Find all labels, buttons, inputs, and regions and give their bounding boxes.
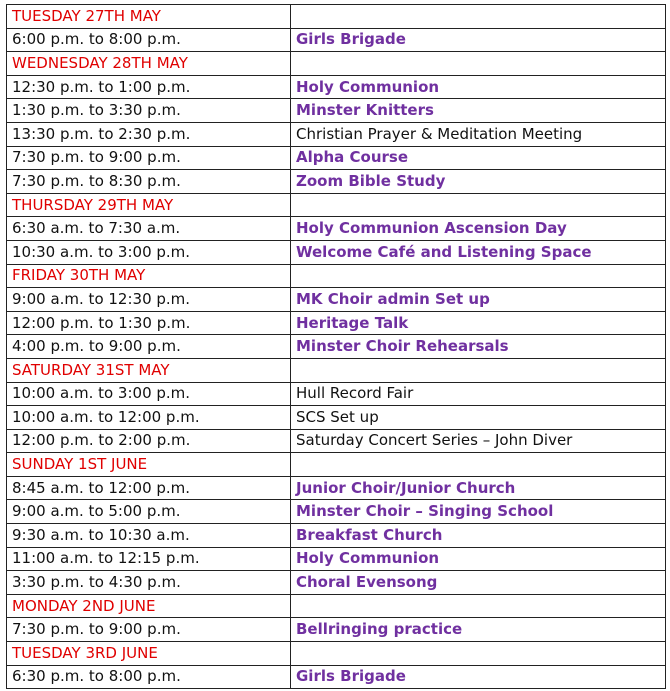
day-header-row bbox=[7, 264, 666, 288]
time-cell: 3:30 p.m. to 4:30 p.m. bbox=[7, 571, 291, 595]
event-cell: Christian Prayer & Meditation Meeting bbox=[291, 122, 666, 146]
time-cell: 12:00 p.m. to 1:30 p.m. bbox=[7, 311, 291, 335]
schedule-container bbox=[6, 4, 666, 689]
time-cell: 7:30 p.m. to 9:00 p.m. bbox=[7, 618, 291, 642]
table-row bbox=[7, 146, 666, 170]
event-cell: Saturday Concert Series – John Diver bbox=[291, 429, 666, 453]
day-heading: SUNDAY 1ST JUNE bbox=[7, 453, 291, 477]
event-cell: Alpha Course bbox=[291, 146, 666, 170]
time-cell: 7:30 p.m. to 9:00 p.m. bbox=[7, 146, 291, 170]
table-row bbox=[7, 524, 666, 548]
table-row bbox=[7, 170, 666, 194]
table-row bbox=[7, 240, 666, 264]
day-header-row bbox=[7, 358, 666, 382]
table-row bbox=[7, 75, 666, 99]
time-cell: 6:30 a.m. to 7:30 a.m. bbox=[7, 217, 291, 241]
day-header-row bbox=[7, 193, 666, 217]
event-cell: Girls Brigade bbox=[291, 28, 666, 52]
table-row bbox=[7, 500, 666, 524]
event-cell: SCS Set up bbox=[291, 406, 666, 430]
time-cell: 9:30 a.m. to 10:30 a.m. bbox=[7, 524, 291, 548]
table-row bbox=[7, 99, 666, 123]
day-header-row bbox=[7, 52, 666, 76]
time-cell: 13:30 p.m. to 2:30 p.m. bbox=[7, 122, 291, 146]
event-cell: Heritage Talk bbox=[291, 311, 666, 335]
event-cell bbox=[291, 52, 666, 76]
event-cell: Choral Evensong bbox=[291, 571, 666, 595]
event-cell: Welcome Café and Listening Space bbox=[291, 240, 666, 264]
day-header-row bbox=[7, 594, 666, 618]
event-cell: Holy Communion Ascension Day bbox=[291, 217, 666, 241]
time-cell: 7:30 p.m. to 8:30 p.m. bbox=[7, 170, 291, 194]
table-row bbox=[7, 476, 666, 500]
day-heading: FRIDAY 30TH MAY bbox=[7, 264, 291, 288]
table-row bbox=[7, 28, 666, 52]
day-heading: MONDAY 2ND JUNE bbox=[7, 594, 291, 618]
table-row bbox=[7, 406, 666, 430]
day-heading: THURSDAY 29TH MAY bbox=[7, 193, 291, 217]
event-cell bbox=[291, 264, 666, 288]
time-cell: 6:30 p.m. to 8:00 p.m. bbox=[7, 665, 291, 689]
time-cell: 9:00 a.m. to 5:00 p.m. bbox=[7, 500, 291, 524]
time-cell: 10:30 a.m. to 3:00 p.m. bbox=[7, 240, 291, 264]
day-heading: SATURDAY 31ST MAY bbox=[7, 358, 291, 382]
event-cell: Hull Record Fair bbox=[291, 382, 666, 406]
event-cell: Zoom Bible Study bbox=[291, 170, 666, 194]
time-cell: 12:30 p.m. to 1:00 p.m. bbox=[7, 75, 291, 99]
event-cell bbox=[291, 453, 666, 477]
event-cell: MK Choir admin Set up bbox=[291, 288, 666, 312]
time-cell: 8:45 a.m. to 12:00 p.m. bbox=[7, 476, 291, 500]
table-row bbox=[7, 288, 666, 312]
schedule-table bbox=[6, 4, 666, 689]
event-cell: Minster Choir Rehearsals bbox=[291, 335, 666, 359]
day-heading: WEDNESDAY 28TH MAY bbox=[7, 52, 291, 76]
table-row bbox=[7, 429, 666, 453]
time-cell: 9:00 a.m. to 12:30 p.m. bbox=[7, 288, 291, 312]
time-cell: 10:00 a.m. to 3:00 p.m. bbox=[7, 382, 291, 406]
schedule-body bbox=[7, 5, 666, 689]
table-row bbox=[7, 547, 666, 571]
time-cell: 6:00 p.m. to 8:00 p.m. bbox=[7, 28, 291, 52]
event-cell: Girls Brigade bbox=[291, 665, 666, 689]
day-header-row bbox=[7, 453, 666, 477]
event-cell bbox=[291, 642, 666, 666]
table-row bbox=[7, 217, 666, 241]
time-cell: 12:00 p.m. to 2:00 p.m. bbox=[7, 429, 291, 453]
event-cell: Breakfast Church bbox=[291, 524, 666, 548]
event-cell: Minster Choir – Singing School bbox=[291, 500, 666, 524]
day-heading: TUESDAY 3RD JUNE bbox=[7, 642, 291, 666]
day-heading: TUESDAY 27TH MAY bbox=[7, 5, 291, 29]
table-row bbox=[7, 335, 666, 359]
table-row bbox=[7, 122, 666, 146]
day-header-row bbox=[7, 642, 666, 666]
time-cell: 1:30 p.m. to 3:30 p.m. bbox=[7, 99, 291, 123]
event-cell bbox=[291, 5, 666, 29]
event-cell: Holy Communion bbox=[291, 547, 666, 571]
time-cell: 10:00 a.m. to 12:00 p.m. bbox=[7, 406, 291, 430]
event-cell: Holy Communion bbox=[291, 75, 666, 99]
time-cell: 11:00 a.m. to 12:15 p.m. bbox=[7, 547, 291, 571]
event-cell: Bellringing practice bbox=[291, 618, 666, 642]
event-cell bbox=[291, 358, 666, 382]
table-row bbox=[7, 382, 666, 406]
event-cell bbox=[291, 594, 666, 618]
event-cell: Minster Knitters bbox=[291, 99, 666, 123]
table-row bbox=[7, 311, 666, 335]
event-cell bbox=[291, 193, 666, 217]
event-cell: Junior Choir/Junior Church bbox=[291, 476, 666, 500]
table-row bbox=[7, 618, 666, 642]
table-row bbox=[7, 571, 666, 595]
day-header-row bbox=[7, 5, 666, 29]
time-cell: 4:00 p.m. to 9:00 p.m. bbox=[7, 335, 291, 359]
table-row bbox=[7, 665, 666, 689]
